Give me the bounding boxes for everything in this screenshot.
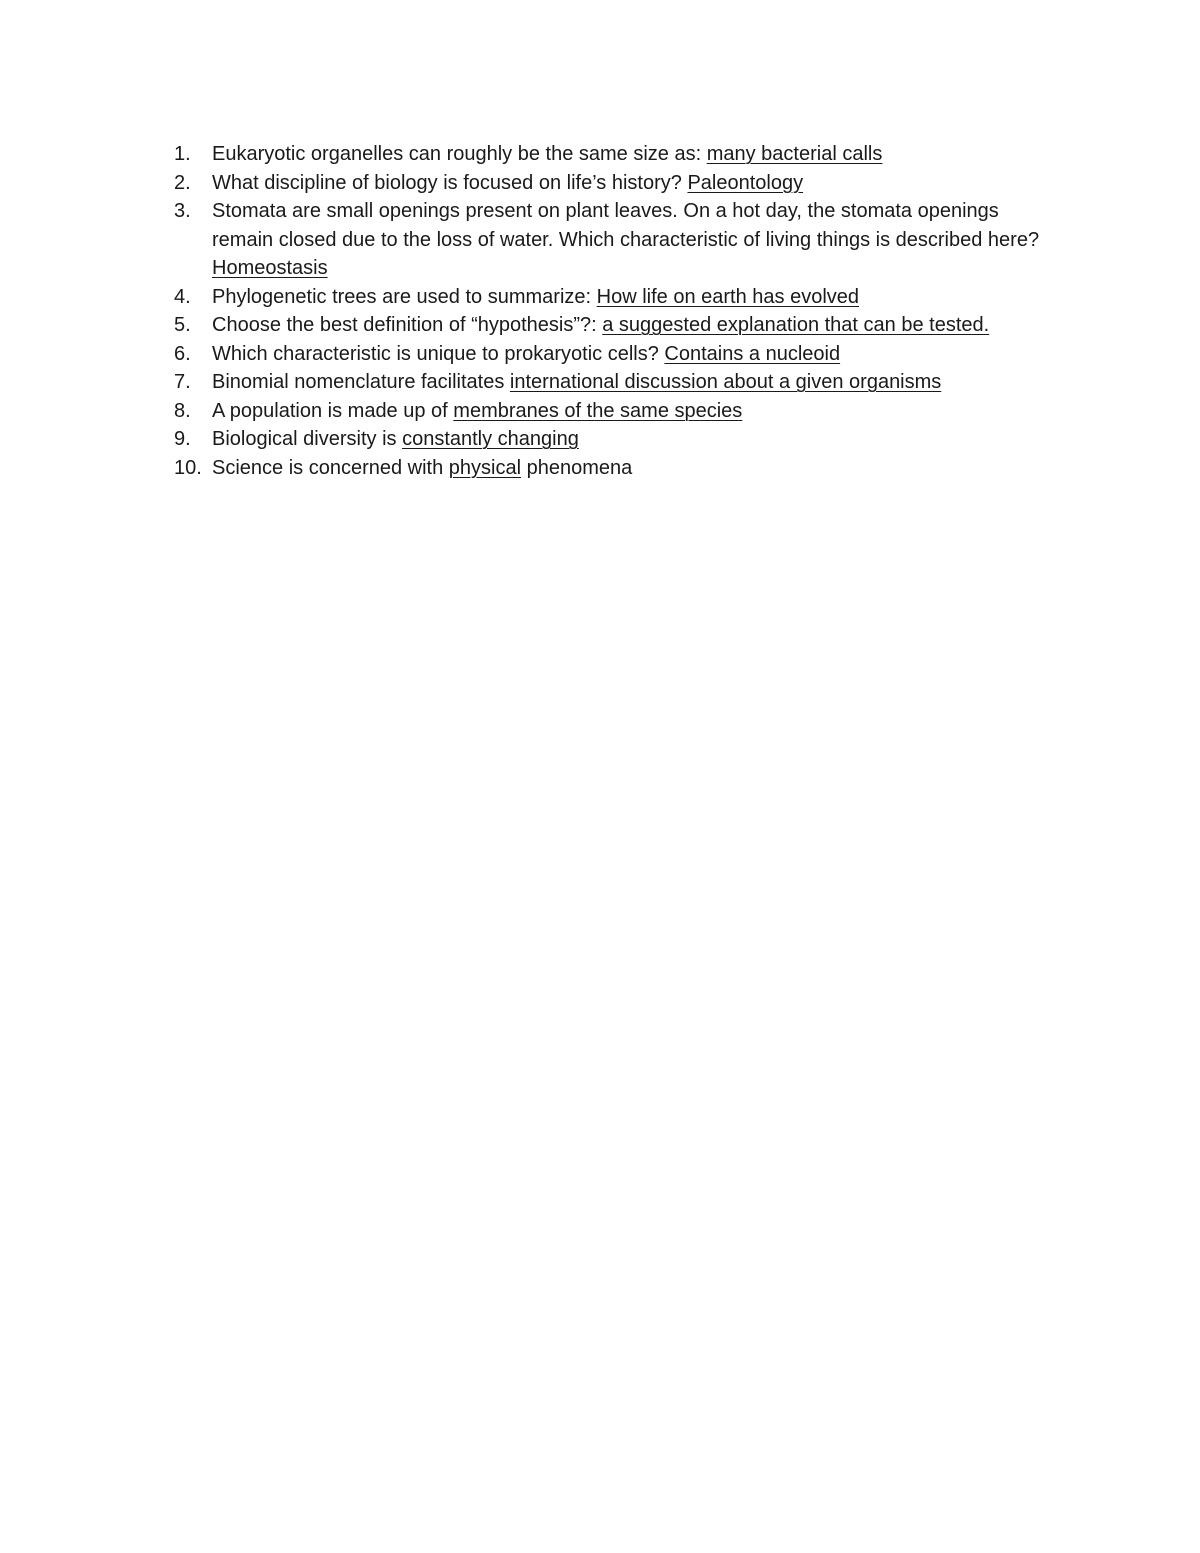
underlined-answer: membranes of the same species — [453, 399, 743, 422]
list-item — [174, 140, 1074, 169]
underlined-answer: physical — [448, 456, 522, 479]
item-text — [212, 425, 1052, 454]
list-item — [174, 340, 1074, 369]
list-item — [174, 368, 1074, 397]
underlined-answer: Homeostasis — [212, 257, 328, 279]
item-number: 5. — [174, 314, 191, 336]
question-prompt: A population is made up of — [212, 399, 454, 422]
item-text — [212, 311, 1052, 340]
list-item — [174, 454, 1074, 483]
list-item — [174, 197, 1074, 283]
question-prompt: Binomial nomenclature facilitates — [212, 371, 510, 393]
underlined-answer: How life on earth has evolved — [596, 285, 860, 308]
list-item — [174, 397, 1074, 426]
question-prompt: Choose the best definition of “hypothesis”?: — [212, 314, 603, 336]
item-number: 2. — [174, 171, 191, 194]
item-text — [212, 169, 1052, 198]
question-prompt: Science is concerned with — [212, 456, 449, 479]
item-text — [212, 397, 1052, 426]
list-item — [174, 169, 1074, 198]
question-prompt: Phylogenetic trees are used to summarize: — [212, 285, 597, 308]
item-number: 8. — [174, 399, 191, 422]
item-number: 10. — [174, 456, 202, 479]
list-item — [174, 425, 1074, 454]
question-prompt: Biological diversity is — [212, 428, 403, 450]
item-text — [212, 140, 1052, 169]
item-text — [212, 368, 1052, 397]
question-prompt: Eukaryotic organelles can roughly be the same size as: — [212, 143, 707, 165]
item-text — [212, 197, 1052, 283]
item-text — [212, 454, 1052, 483]
underlined-answer: constantly changing — [402, 428, 579, 450]
list-item — [174, 311, 1074, 340]
item-number: 4. — [174, 285, 191, 308]
underlined-answer: international discussion about a given organisms — [509, 371, 942, 393]
list-item — [174, 283, 1074, 312]
item-number: 6. — [174, 342, 191, 365]
item-text — [212, 340, 1052, 369]
item-number: 9. — [174, 428, 191, 450]
underlined-answer: Paleontology — [687, 171, 804, 194]
question-list — [174, 140, 1074, 482]
question-prompt: Stomata are small openings present on plant leaves. On a hot day, the stomata openings remain closed due to the loss of water. Which characteristic of living things is described here? — [212, 200, 1040, 251]
underlined-answer: a suggested explanation that can be tested. — [602, 314, 990, 336]
item-number: 1. — [174, 143, 191, 165]
underlined-answer: many bacterial calls — [706, 143, 883, 165]
question-suffix: phenomena — [521, 456, 633, 479]
item-text — [212, 283, 1052, 312]
question-prompt: What discipline of biology is focused on life’s history? — [212, 171, 688, 194]
question-prompt: Which characteristic is unique to prokaryotic cells? — [212, 342, 665, 365]
item-number: 7. — [174, 371, 191, 393]
item-number: 3. — [174, 200, 191, 222]
underlined-answer: Contains a nucleoid — [664, 342, 841, 365]
